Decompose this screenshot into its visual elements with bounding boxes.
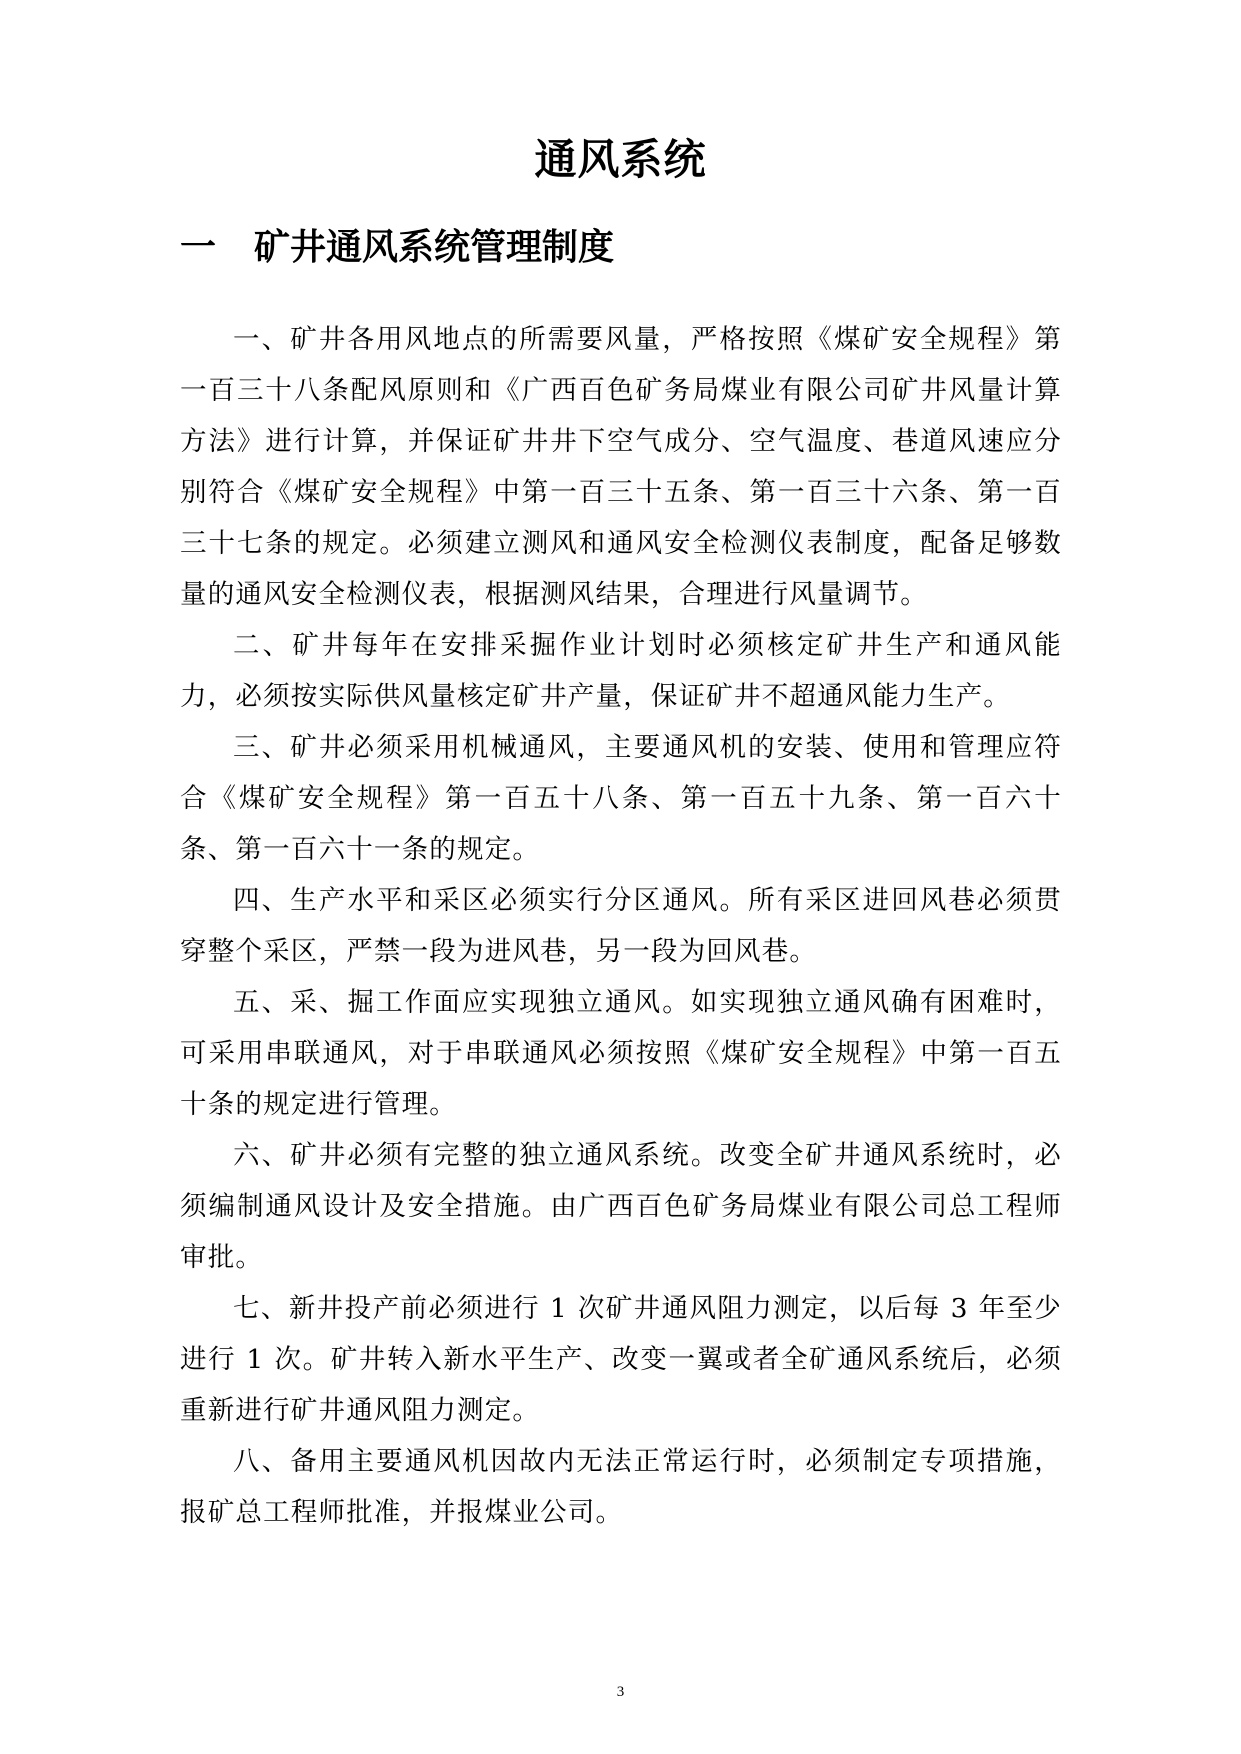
paragraph-7: 七、新井投产前必须进行 1 次矿井通风阻力测定，以后每 3 年至少进行 1 次。矿井转入新水平生产、改变一翼或者全矿通风系统后，必须重新进行矿井通风阻力测定。 [180,1293,1062,1426]
page-number: 3 [616,1684,625,1700]
section-heading-text: 矿井通风系统管理制度 [254,226,615,268]
document-title: 通风系统 [534,135,707,184]
section-number: 一 [180,226,217,268]
paragraph-5: 五、采、掘工作面应实现独立通风。如实现独立通风确有困难时，可采用串联通风，对于串联通风必须按照《煤矿安全规程》中第一百五十条的规定进行管理。 [180,987,1062,1120]
paragraph-8: 八、备用主要通风机因故内无法正常运行时，必须制定专项措施，报矿总工程师批准，并报煤业公司。 [180,1446,1062,1528]
paragraph-6: 六、矿井必须有完整的独立通风系统。改变全矿井通风系统时，必须编制通风设计及安全措施。由广西百色矿务局煤业有限公司总工程师审批。 [180,1140,1062,1273]
section-heading [180,222,614,272]
paragraph-4: 四、生产水平和采区必须实行分区通风。所有采区进回风巷必须贯穿整个采区，严禁一段为进风巷，另一段为回风巷。 [180,885,1062,967]
paragraph-1: 一、矿井各用风地点的所需要风量，严格按照《煤矿安全规程》第一百三十八条配风原则和《广西百色矿务局煤业有限公司矿井风量计算方法》进行计算，并保证矿井井下空气成分、空气温度、巷道风速应分别符合《煤矿安全规程》中第一百三十五条、第一百三十六条、第一百三十七条的规定。必须建立测风和通风安全检测仪表制度，配备足够数量的通风安全检测仪表，根据测风结果，合理进行风量调节。 [180,324,1062,610]
paragraph-3: 三、矿井必须采用机械通风，主要通风机的安装、使用和管理应符合《煤矿安全规程》第一百五十八条、第一百五十九条、第一百六十条、第一百六十一条的规定。 [180,732,1062,865]
paragraph-2: 二、矿井每年在安排采掘作业计划时必须核定矿井生产和通风能力，必须按实际供风量核定矿井产量，保证矿井不超通风能力生产。 [180,630,1062,712]
body-text [180,314,1062,1538]
